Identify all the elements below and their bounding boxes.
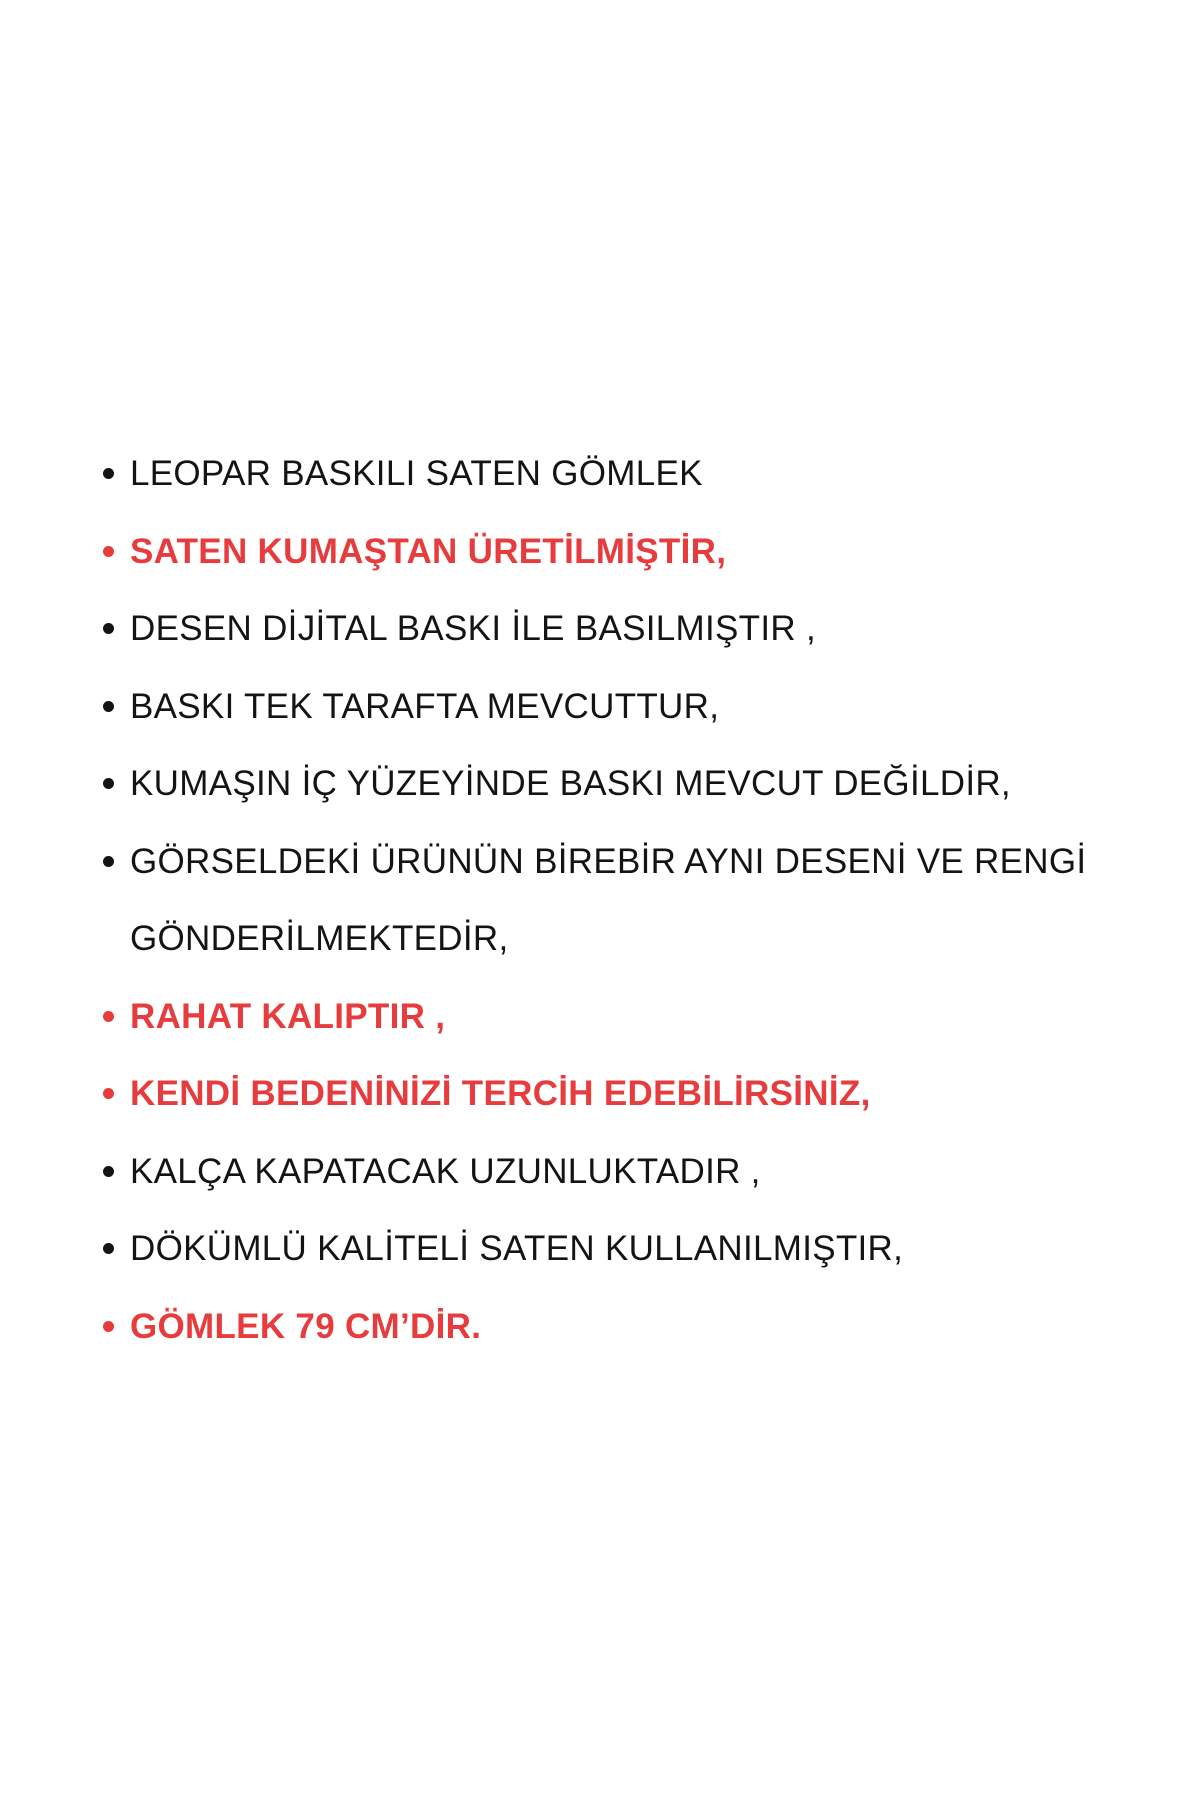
bullet-icon — [103, 1088, 114, 1099]
feature-item — [130, 1288, 1130, 1366]
feature-item — [130, 978, 1130, 1056]
feature-text: KALÇA KAPATACAK UZUNLUKTADIR , — [130, 1151, 761, 1191]
feature-item — [130, 823, 1130, 978]
feature-item — [130, 590, 1130, 668]
feature-item — [130, 1133, 1130, 1211]
bullet-icon — [103, 546, 114, 557]
feature-item — [130, 1055, 1130, 1133]
feature-text: GÖRSELDEKİ ÜRÜNÜN BİREBİR AYNI DESENİ VE RENGİ GÖNDERİLMEKTEDİR, — [130, 841, 1087, 958]
feature-text: LEOPAR BASKILI SATEN GÖMLEK — [130, 454, 703, 493]
feature-text: SATEN KUMAŞTAN ÜRETİLMİŞTİR, — [130, 531, 727, 571]
feature-text: KUMAŞIN İÇ YÜZEYİNDE BASKI MEVCUT DEĞİLDİR, — [130, 764, 1011, 803]
bullet-icon — [103, 1011, 114, 1022]
bullet-icon — [103, 1166, 114, 1177]
feature-item — [130, 435, 1130, 513]
feature-item — [130, 745, 1130, 823]
bullet-icon — [103, 1321, 114, 1332]
feature-item — [130, 1210, 1130, 1288]
bullet-icon — [103, 1243, 114, 1254]
feature-list — [130, 435, 1130, 1365]
feature-text: DESEN DİJİTAL BASKI İLE BASILMIŞTIR , — [130, 609, 817, 648]
feature-text: GÖMLEK 79 CM’DİR. — [130, 1306, 482, 1346]
feature-text: DÖKÜMLÜ KALİTELİ SATEN KULLANILMIŞTIR, — [130, 1229, 904, 1268]
bullet-icon — [103, 468, 114, 479]
feature-text: BASKI TEK TARAFTA MEVCUTTUR, — [130, 686, 720, 726]
feature-item — [130, 513, 1130, 591]
bullet-icon — [103, 701, 114, 712]
bullet-icon — [103, 856, 114, 867]
feature-item — [130, 668, 1130, 746]
bullet-icon — [103, 778, 114, 789]
bullet-icon — [103, 623, 114, 634]
feature-text: KENDİ BEDENİNİZİ TERCİH EDEBİLİRSİNİZ, — [130, 1074, 871, 1113]
feature-text: RAHAT KALIPTIR , — [130, 996, 446, 1036]
